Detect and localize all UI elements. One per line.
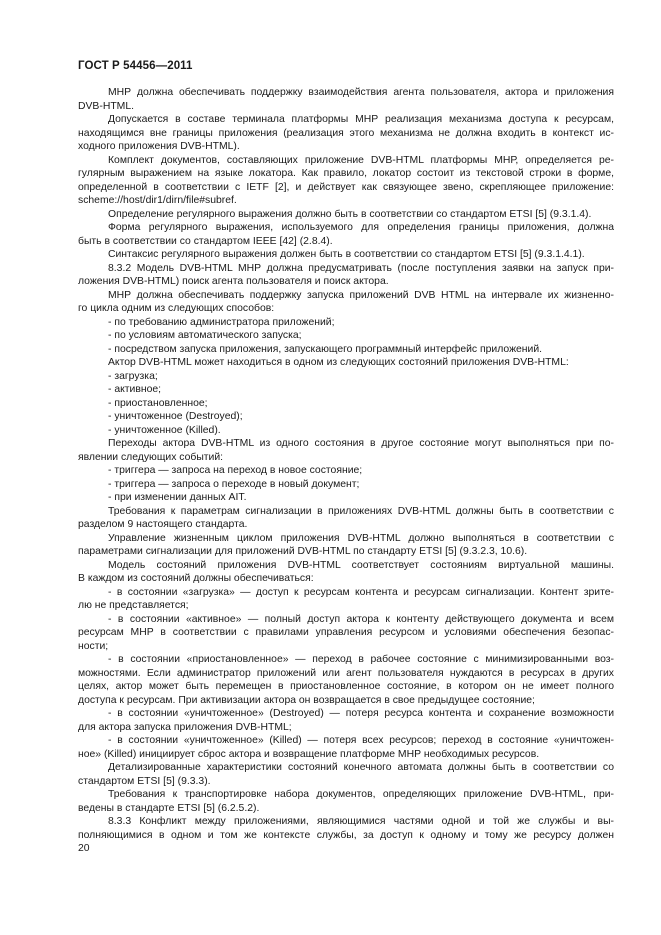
text-line: разделом 9 настоящего стандарта. [78,519,248,530]
text-line: - в состоянии «приостановленное» — переход в рабочее состояние с минимизированными воз- [108,654,614,665]
text-line: целях, актор может быть перемещен в приостановленное состояние, в котором он не имеет полного [78,681,614,692]
text-line: явлении следующих событий: [78,451,224,463]
text-line: Комплект документов, составляющих приложение DVB-HTML платформы МНР, определяется ре- [108,154,614,166]
text-line: Требования к параметрам сигнализации в приложениях DVB-HTML должны быть в соответствии с [108,505,614,517]
text-line: scheme://host/dir1/dirn/file#subref. [78,195,237,206]
text-line: стандартом ETSI [5] (9.3.3). [78,775,211,787]
text-line: гулярным выражением на языке локатора. Как правило, локатор состоит из текстовой строки в форме, [78,168,614,179]
text-line: полняющимися в одном и том же контексте службы, за доступ к одному и тому же ресурсу должен [78,829,614,841]
text-line: Форма регулярного выражения, используемого для определения границы приложения, должна [108,222,614,233]
text-line: Актор DVB-HTML может находиться в одном из следующих состояний приложения DVB-HTML: [108,357,569,368]
text-line: - в состоянии «уничтоженное» (Destroyed) — потеря ресурса контента и сохранение возможности [108,708,614,719]
text-line: - при изменении данных AIT. [108,492,247,503]
text-line: определенной в соответствии с IETF [2], и действует как связующее звено, скрепляющее приложение: [78,181,614,193]
text-line: Определение регулярного выражения должно быть в соответствии со стандартом ETSI [5] (9.3.1.4). [108,208,592,220]
text-line: Синтаксис регулярного выражения должен быть в соответствии со стандартом ETSI [5] (9.3.1.4.1). [108,249,585,260]
text-line: Управление жизненным циклом приложения DVB-HTML должно выполняться в соответствии с [108,532,614,544]
text-line: Требования к транспортировке набора документов, определяющих приложение DVB-HTML, при- [108,789,614,800]
text-line: - активное; [108,384,162,395]
page-number: 20 [78,843,90,854]
text-line: - загрузка; [108,370,158,382]
text-line: го цикла одним из следующих способов: [78,303,275,314]
text-line: - триггера — запроса о переходе в новый документ; [108,478,360,490]
text-line: - уничтоженное (Destroyed); [108,411,243,422]
text-line: ходного приложения DVB-HTML). [78,141,240,152]
text-line: быть в соответствии со стандартом IEEE [42] (2.8.4). [78,235,333,247]
text-line: ложения DVB-HTML) поиск агента пользователя и поиск актора. [78,276,389,287]
document-body [78,86,614,842]
text-line: - в состоянии «загрузка» — доступ к ресурсам контента и ресурсам сигнализации. Контент зрите- [108,586,614,598]
text-line: МНР должна обеспечивать поддержку взаимодействия агента пользователя, актора и приложения [108,87,614,98]
text-line: - посредством запуска приложения, запускающего программный интерфейс приложений. [108,343,543,355]
text-line: ное» (Killed) инициирует сброс актора и возвращение платформе МНР необходимых ресурсов. [78,748,540,760]
text-line: ресурсам МНР в соответствии с правилами управления ресурсом и условиями обеспечения безопас- [78,627,614,638]
text-line: - в состоянии «активное» — полный доступ актора к контенту действующего документа и всем [108,613,614,625]
text-line: 8.3.3 Конфликт между приложениями, являющимися частями одной и той же службы и вы- [108,816,614,827]
text-line: для актора запуска приложения DVB-HTML; [78,721,292,733]
text-line: доступа к ресурсам. При активизации актора он возвращается в свое предыдущее состояние; [78,694,535,706]
text-line: ведены в стандарте ETSI [5] (6.2.5.2). [78,802,260,814]
text-line: Детализированные характеристики состояний конечного автомата должны быть в соответствии со [108,762,614,773]
document-header: ГОСТ Р 54456—2011 [78,60,193,72]
text-line: DVB-HTML. [78,100,134,112]
text-line: параметрами сигнализации для приложений DVB-HTML по стандарту ETSI [5] (9.3.2.3, 10.6). [78,546,528,557]
text-line: Модель состояний приложения DVB-HTML соответствует состояниям виртуальной машины. [108,559,614,571]
text-line: - по условиям автоматического запуска; [108,330,302,341]
text-line: 8.3.2 Модель DVB-HTML МНР должна предусматривать (после поступления заявки на запуск при- [108,262,614,274]
text-line: В каждом из состояний должны обеспечиваться: [78,573,314,584]
text-line: лю не представляется; [78,600,189,611]
text-line: - в состоянии «уничтоженное» (Killed) — потеря всех ресурсов; переход в состояние «уничтожен- [108,735,614,746]
text-line: - триггера — запроса на переход в новое состояние; [108,465,363,476]
text-line: МНР должна обеспечивать поддержку запуска приложений DVB HTML на интервале их жизненно- [108,289,614,301]
text-line: находящимся вне границы приложения (реализация этого механизма не должна входить в контекст ис- [78,127,614,139]
text-line: ности; [78,640,109,652]
text-line: Допускается в составе терминала платформы МНР реализация механизма доступа к ресурсам, [108,114,614,125]
text-line: - приостановленное; [108,397,208,409]
text-line: Переходы актора DVB-HTML из одного состояния в другое состояние могут выполняться при по- [108,438,614,449]
text-line: - по требованию администратора приложений; [108,316,335,328]
text-line: - уничтоженное (Killed). [108,424,221,436]
text-line: можностями. Если администратор приложений или агент пользователя нуждаются в ресурсах в других [78,667,614,679]
